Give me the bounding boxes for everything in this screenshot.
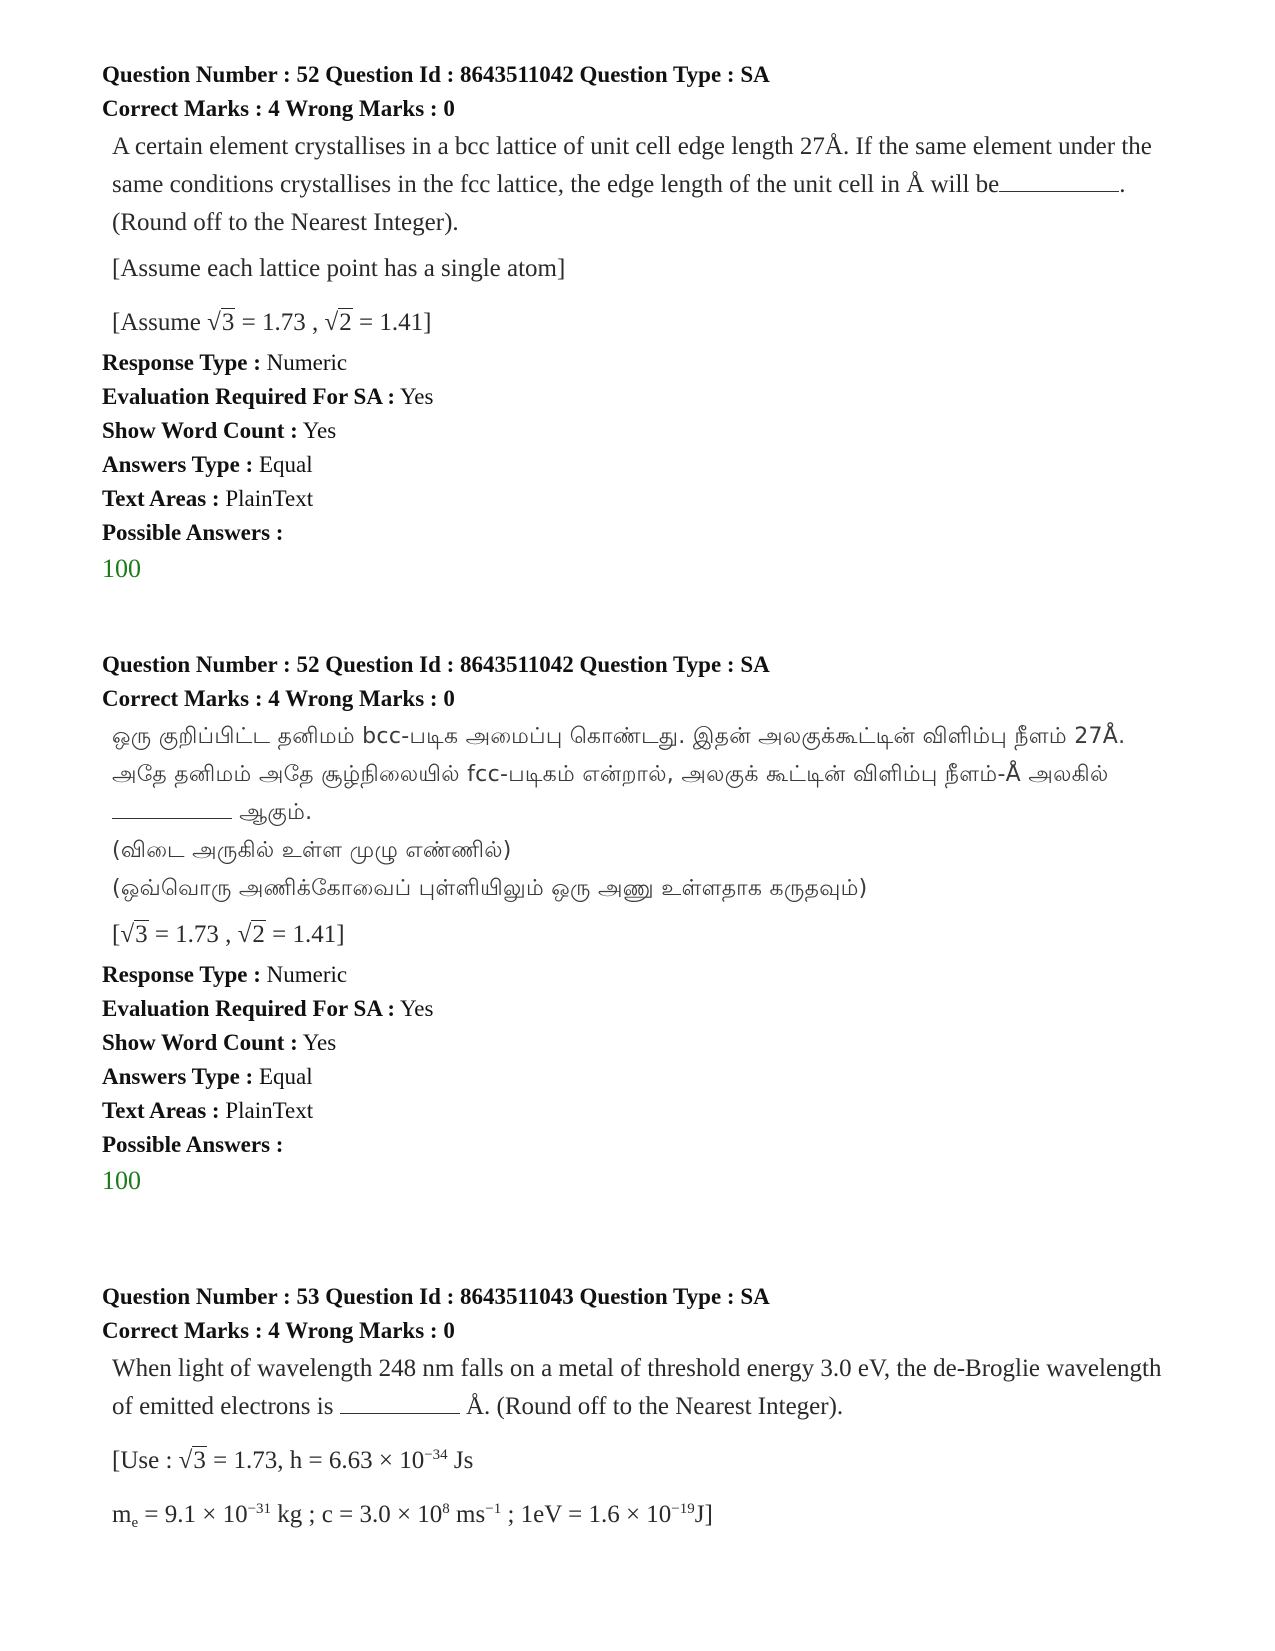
meta-key: Evaluation Required For SA : xyxy=(102,996,396,1021)
meta-value: PlainText xyxy=(225,486,314,511)
question-paragraph xyxy=(112,128,1182,242)
meta-key: Answers Type : xyxy=(102,1064,254,1089)
meta-key: Show Word Count : xyxy=(102,1030,298,1055)
meta-key: Answers Type : xyxy=(102,452,254,477)
unit: J] xyxy=(694,1501,713,1528)
unit: ms xyxy=(456,1501,486,1528)
question-text-part1: When light of wavelength 248 nm falls on a metal of threshold energy 3.0 eV, the de-Broglie wavelength of emitted electrons is xyxy=(112,1355,1162,1420)
answer-blank xyxy=(340,1393,460,1414)
marks-line: Correct Marks : 4 Wrong Marks : 0 xyxy=(102,96,455,121)
meta-value: Yes xyxy=(400,996,434,1021)
sqrt-2: √2 xyxy=(324,309,352,336)
exponent: 8 xyxy=(442,1501,450,1517)
possible-answer: 100 xyxy=(102,554,141,583)
sqrt3-value: = 1.73 , xyxy=(241,309,319,336)
question-header: Question Number : 53 Question Id : 8643511043 Question Type : SA xyxy=(102,1284,770,1309)
use-prefix: [Use : xyxy=(112,1447,173,1474)
answer-blank xyxy=(999,171,1119,192)
radicand: 3 xyxy=(221,309,235,336)
sqrt2-value: = 1.41] xyxy=(358,309,432,336)
question-paragraph xyxy=(112,718,1182,832)
math-prefix: [ xyxy=(112,921,121,948)
meta-text-areas xyxy=(102,482,1182,516)
meta-response-type xyxy=(102,346,1182,380)
sqrt-3: √3 xyxy=(120,921,148,948)
meta-value: Numeric xyxy=(266,962,348,987)
meta-key: Response Type : xyxy=(102,350,261,375)
meta-answers-type xyxy=(102,1060,1182,1094)
meta-key: Text Areas : xyxy=(102,1098,220,1123)
meta-key: Possible Answers : xyxy=(102,520,284,545)
meta-key: Evaluation Required For SA : xyxy=(102,384,396,409)
electron-mass-symbol: m xyxy=(112,1501,132,1528)
math-prefix: [Assume xyxy=(112,309,201,336)
meta-key: Possible Answers : xyxy=(102,1132,284,1157)
meta-evaluation xyxy=(102,380,1182,414)
meta-response-type xyxy=(102,958,1182,992)
question-text xyxy=(112,718,1182,954)
question-text-part1: ஒரு குறிப்பிட்ட தனிமம் bcc-படிக அமைப்பு கொண்டது. இதன் அலகுக்கூட்டின் விளிம்பு நீளம் 27Å. அதே தனிமம் அதே சூழ்நிலையில் fcc-படிகம் என்றால், அலகுக் கூட்டின் விளிம்பு நீளம்-Å அலகில் xyxy=(112,724,1126,787)
electron-mass-value: = 9.1 × 10 xyxy=(144,1501,248,1528)
sqrt3-value: = 1.73 , xyxy=(154,921,232,948)
exponent: −1 xyxy=(485,1501,502,1517)
question-block xyxy=(102,1280,1182,1534)
meta-answers-type xyxy=(102,448,1182,482)
unit: Js xyxy=(453,1447,474,1474)
meta-possible-answers xyxy=(102,1128,1182,1162)
meta-value: Yes xyxy=(400,384,434,409)
question-text xyxy=(112,1350,1182,1534)
ev-conversion: ; 1eV = 1.6 × 10 xyxy=(507,1501,672,1528)
radicand: 2 xyxy=(252,921,265,948)
question-header: Question Number : 52 Question Id : 8643511042 Question Type : SA xyxy=(102,652,770,677)
meta-text-areas xyxy=(102,1094,1182,1128)
sqrt-3: √3 xyxy=(207,309,235,336)
meta-key: Text Areas : xyxy=(102,486,220,511)
meta-value: Numeric xyxy=(266,350,348,375)
meta-key: Response Type : xyxy=(102,962,261,987)
sqrt2-value: = 1.41] xyxy=(272,921,345,948)
meta-possible-answers xyxy=(102,516,1182,550)
radicand: 3 xyxy=(193,1447,206,1474)
question-text-part2: ஆகும். xyxy=(239,800,313,825)
exponent: −34 xyxy=(424,1447,448,1463)
meta-word-count xyxy=(102,1026,1182,1060)
radicand: 3 xyxy=(135,921,148,948)
speed-of-light: kg ; c = 3.0 × 10 xyxy=(277,1501,443,1528)
radicand: 2 xyxy=(339,309,352,336)
constants-line-2 xyxy=(112,1496,1182,1534)
math-constants xyxy=(112,916,1182,954)
sqrt-2: √2 xyxy=(237,921,265,948)
question-meta xyxy=(102,958,1182,1200)
exponent: −19 xyxy=(671,1501,695,1517)
constants-line-1 xyxy=(112,1442,1182,1480)
question-block xyxy=(102,648,1182,1200)
question-text-part2: . (Round off to the Nearest Integer). xyxy=(112,171,1126,236)
question-text-part1: A certain element crystallises in a bcc lattice of unit cell edge length 27Å. If the same element under the same conditions crystallises in the fcc lattice, the edge length of the unit cell in Å will be xyxy=(112,133,1152,198)
answer-blank xyxy=(112,798,232,819)
meta-value: Equal xyxy=(258,452,313,477)
question-text xyxy=(112,128,1182,342)
meta-evaluation xyxy=(102,992,1182,1026)
possible-answer: 100 xyxy=(102,1166,141,1195)
marks-line: Correct Marks : 4 Wrong Marks : 0 xyxy=(102,686,455,711)
question-meta xyxy=(102,346,1182,588)
sqrt-3: √3 xyxy=(178,1447,206,1474)
meta-value: PlainText xyxy=(225,1098,314,1123)
question-block xyxy=(102,58,1182,588)
meta-value: Yes xyxy=(302,1030,337,1055)
assume-line: [Assume each lattice point has a single atom] xyxy=(112,255,566,282)
question-text-part2: Å. (Round off to the Nearest Integer). xyxy=(465,1393,844,1420)
question-paragraph xyxy=(112,1350,1182,1426)
meta-word-count xyxy=(102,414,1182,448)
meta-value: Equal xyxy=(258,1064,313,1089)
math-constants xyxy=(112,304,1182,342)
marks-line: Correct Marks : 4 Wrong Marks : 0 xyxy=(102,1318,455,1343)
meta-key: Show Word Count : xyxy=(102,418,298,443)
meta-value: Yes xyxy=(302,418,337,443)
assume-line: (ஒவ்வொரு அணிக்கோவைப் புள்ளியிலும் ஒரு அணு உள்ளதாக கருதவும்) xyxy=(112,876,868,901)
planck-constant: = 1.73, h = 6.63 × 10 xyxy=(213,1447,425,1474)
question-header: Question Number : 52 Question Id : 8643511042 Question Type : SA xyxy=(102,62,770,87)
exponent: −31 xyxy=(247,1501,272,1517)
rounding-note: (விடை அருகில் உள்ள முழு எண்ணில்) xyxy=(112,838,512,863)
subscript: e xyxy=(131,1515,139,1531)
